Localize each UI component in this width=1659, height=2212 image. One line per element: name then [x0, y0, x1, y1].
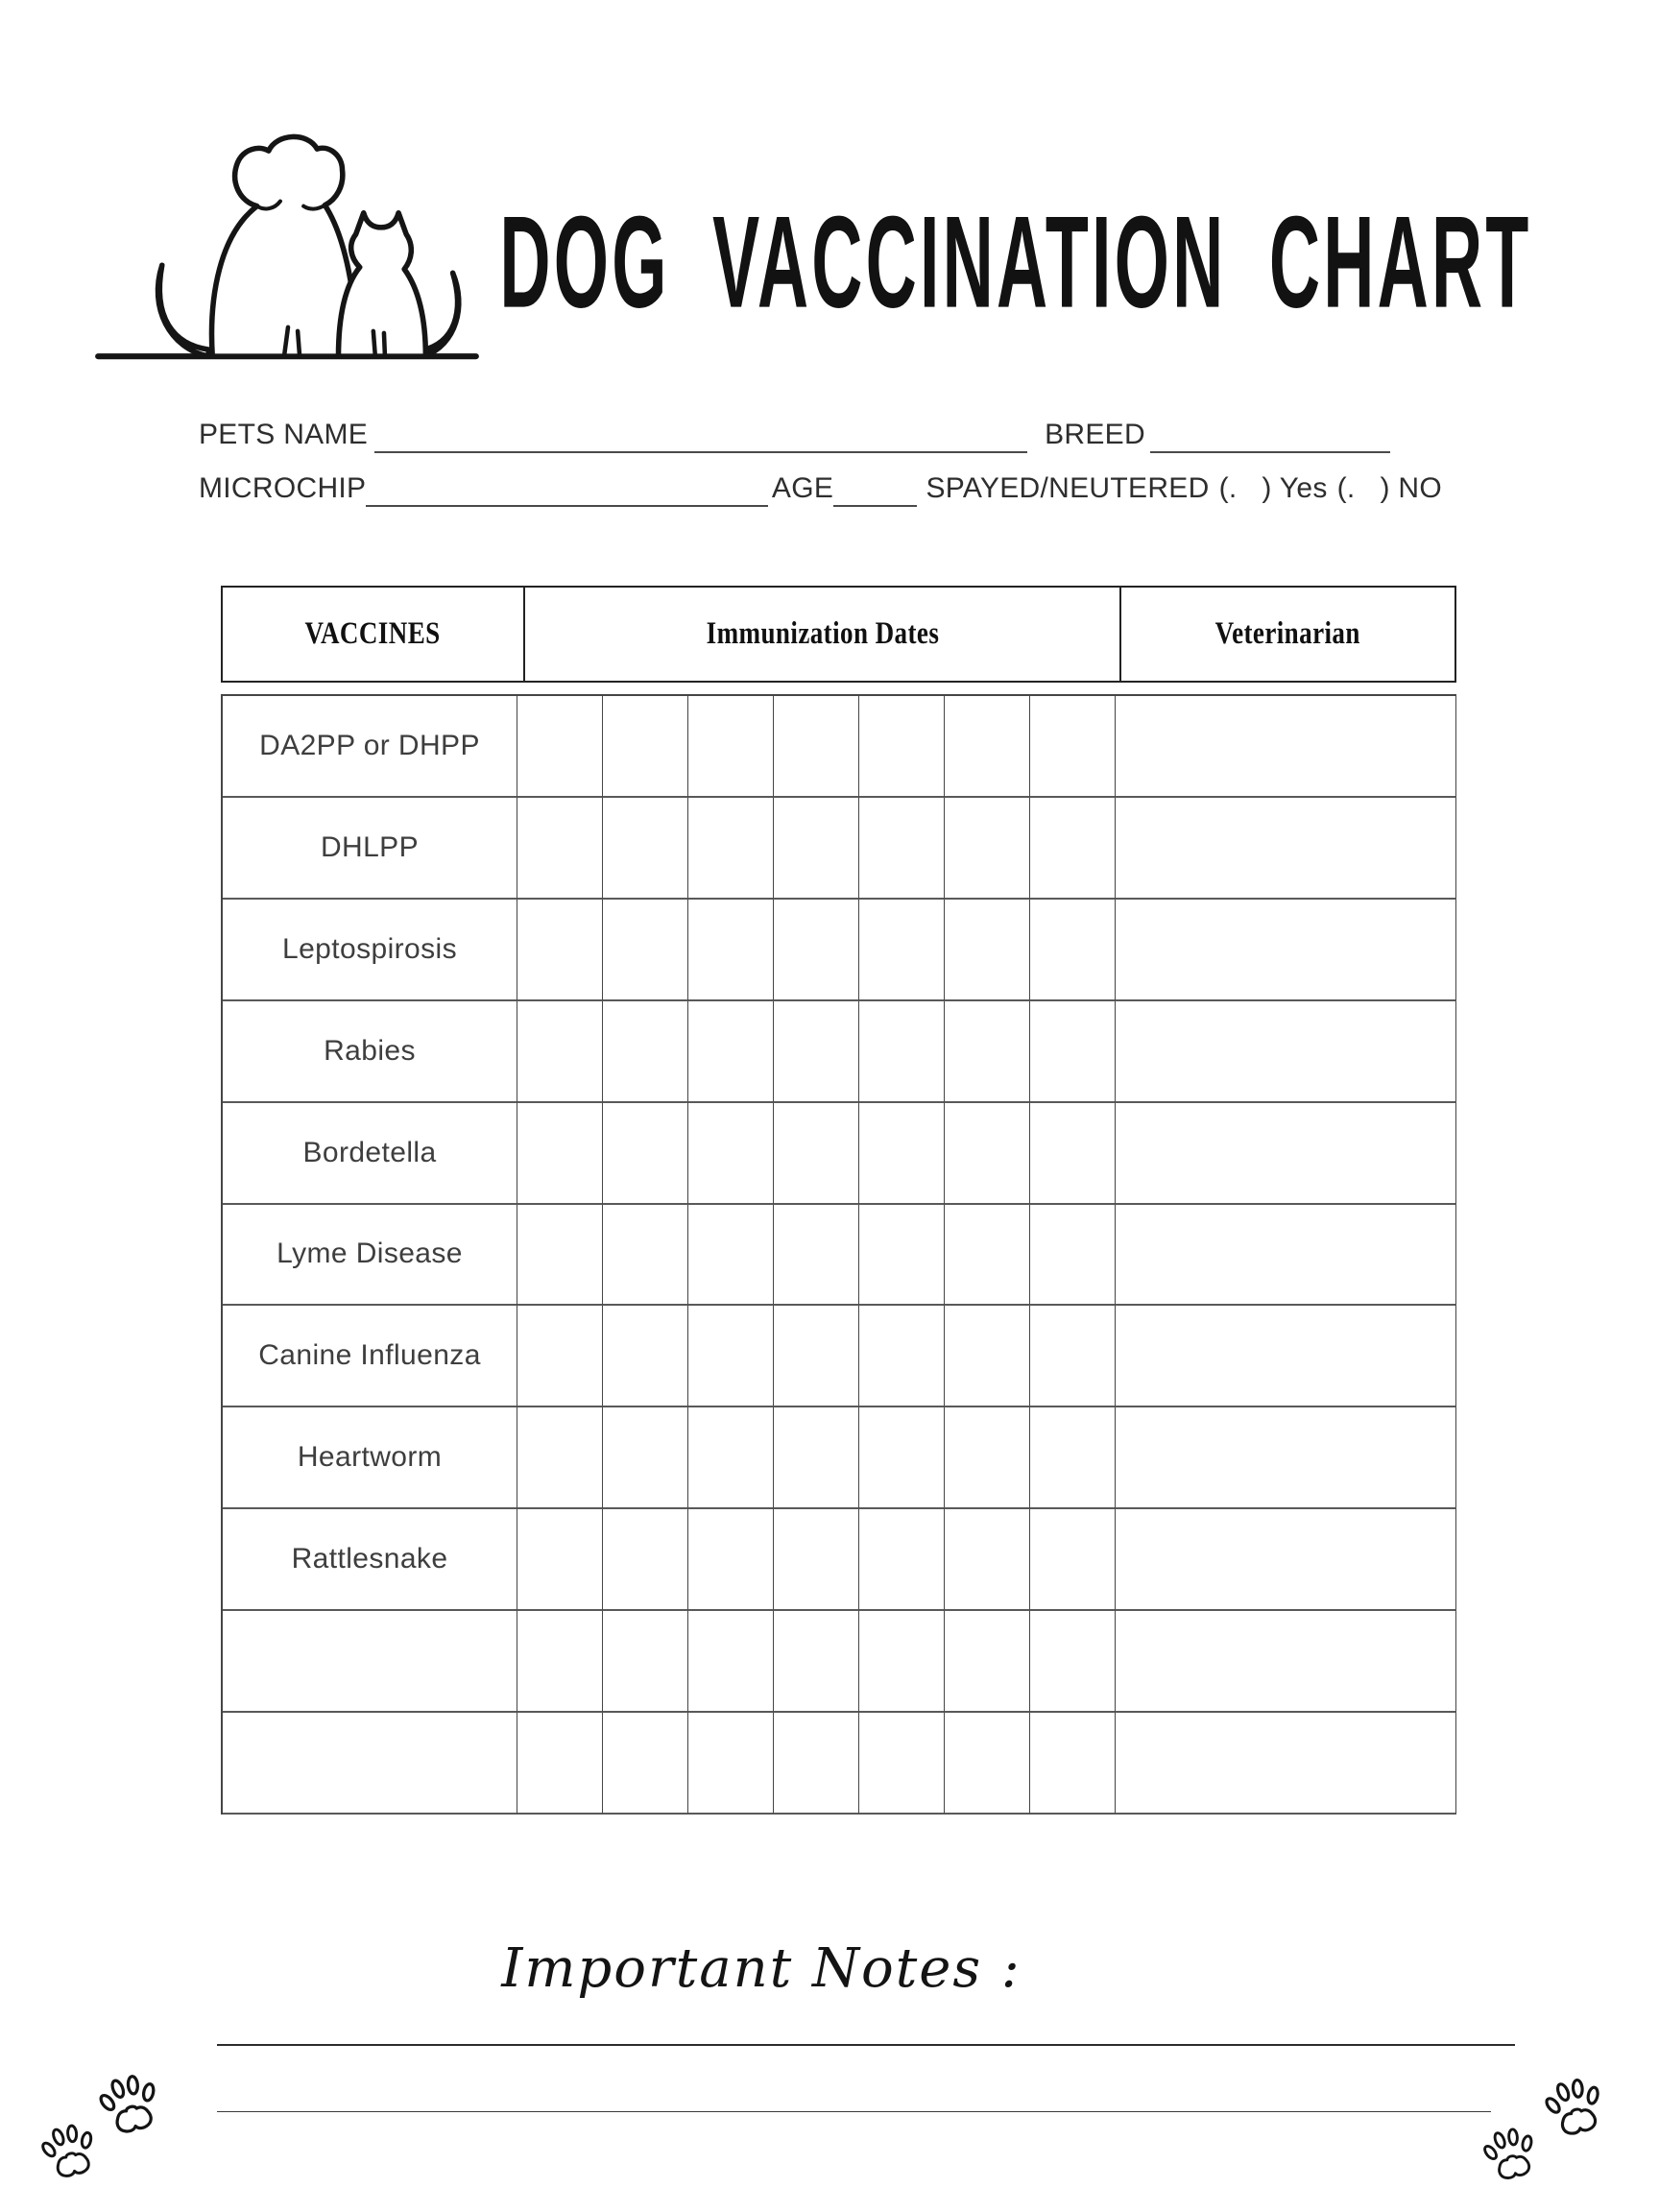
immunization-date-cell: [603, 1001, 688, 1103]
pets-name-blank: [374, 421, 1027, 453]
immunization-date-cell: [688, 1611, 774, 1713]
veterinarian-cell: [1116, 900, 1456, 1001]
vaccine-name-cell: Rabies: [223, 1001, 517, 1103]
pet-info-row-2: [199, 472, 1442, 507]
immunization-date-cell: [603, 1205, 688, 1307]
immunization-date-cell: [774, 1103, 859, 1205]
vaccine-name-cell: DHLPP: [223, 798, 517, 900]
veterinarian-cell: [1116, 798, 1456, 900]
important-notes-heading: Important Notes :: [501, 1937, 1022, 2000]
immunization-date-cell: [859, 1713, 945, 1815]
immunization-date-cell: [688, 900, 774, 1001]
immunization-date-cell: [774, 1509, 859, 1611]
microchip-label: MICROCHIP: [199, 472, 367, 504]
immunization-date-cell: [517, 1205, 603, 1307]
veterinarian-cell: [1116, 1205, 1456, 1307]
immunization-date-cell: [603, 798, 688, 900]
immunization-date-cell: [945, 696, 1030, 798]
immunization-date-cell: [945, 1103, 1030, 1205]
immunization-date-cell: [688, 1509, 774, 1611]
veterinarian-column-header: Veterinarian: [1214, 616, 1361, 651]
immunization-date-cell: [1030, 1103, 1116, 1205]
immunization-date-cell: [1030, 696, 1116, 798]
immunization-date-cell: [688, 798, 774, 900]
immunization-date-cell: [945, 1001, 1030, 1103]
immunization-date-cell: [774, 798, 859, 900]
immunization-date-cell: [1030, 1205, 1116, 1307]
immunization-date-cell: [1030, 1407, 1116, 1509]
immunization-date-cell: [688, 1205, 774, 1307]
immunization-date-cell: [603, 900, 688, 1001]
vaccine-name-cell: Leptospirosis: [223, 900, 517, 1001]
immunization-date-cell: [688, 1001, 774, 1103]
immunization-date-cell: [945, 1509, 1030, 1611]
vaccine-table-body: [221, 694, 1456, 1815]
immunization-date-cell: [517, 1103, 603, 1205]
immunization-date-cell: [1030, 1611, 1116, 1713]
paw-print-icon: [32, 2111, 107, 2188]
vaccine-name-cell: Canine Influenza: [223, 1306, 517, 1407]
immunization-date-cell: [774, 1407, 859, 1509]
immunization-date-cell: [774, 1205, 859, 1307]
breed-blank: [1150, 421, 1390, 453]
age-blank: [833, 474, 917, 507]
vaccine-name-cell: Bordetella: [223, 1103, 517, 1205]
paw-print-icon: [1474, 2115, 1547, 2189]
age-label: AGE: [771, 472, 834, 504]
vaccine-name-cell: DA2PP or DHPP: [223, 696, 517, 798]
breed-label: BREED: [1045, 419, 1145, 450]
page-title: DOG VACCINATION CHART: [499, 189, 1532, 335]
immunization-date-cell: [774, 1713, 859, 1815]
veterinarian-cell: [1116, 1407, 1456, 1509]
immunization-date-cell: [1030, 1306, 1116, 1407]
notes-blank-line-2: [217, 2111, 1491, 2112]
immunization-date-cell: [859, 1103, 945, 1205]
notes-blank-line-1: [217, 2044, 1515, 2046]
immunization-date-cell: [859, 1509, 945, 1611]
immunization-date-cell: [603, 1103, 688, 1205]
immunization-date-cell: [945, 1407, 1030, 1509]
immunization-date-cell: [859, 1407, 945, 1509]
immunization-date-cell: [859, 696, 945, 798]
immunization-date-cell: [517, 900, 603, 1001]
immunization-date-cell: [517, 1509, 603, 1611]
immunization-date-cell: [1030, 1509, 1116, 1611]
immunization-date-cell: [517, 1713, 603, 1815]
immunization-date-cell: [688, 696, 774, 798]
immunization-date-cell: [603, 696, 688, 798]
dog-cat-logo-icon: [84, 111, 492, 365]
vaccine-name-cell: [223, 1713, 517, 1815]
immunization-date-cell: [859, 1205, 945, 1307]
veterinarian-cell: [1116, 1001, 1456, 1103]
vaccine-name-cell: Lyme Disease: [223, 1205, 517, 1307]
veterinarian-cell: [1116, 1509, 1456, 1611]
immunization-date-cell: [603, 1611, 688, 1713]
pet-info-row-1: [199, 419, 1390, 453]
vaccine-name-cell: Rattlesnake: [223, 1509, 517, 1611]
immunization-date-cell: [774, 1611, 859, 1713]
microchip-blank: [366, 474, 768, 507]
immunization-date-cell: [945, 1713, 1030, 1815]
immunization-date-cell: [945, 900, 1030, 1001]
immunization-date-cell: [859, 900, 945, 1001]
immunization-date-cell: [774, 696, 859, 798]
immunization-date-cell: [1030, 1001, 1116, 1103]
veterinarian-cell: [1116, 1713, 1456, 1815]
immunization-date-cell: [603, 1407, 688, 1509]
immunization-date-cell: [688, 1103, 774, 1205]
title-box: [476, 180, 1555, 346]
immunization-date-cell: [859, 1001, 945, 1103]
vaccine-name-cell: Heartworm: [223, 1407, 517, 1509]
vaccine-name-cell: [223, 1611, 517, 1713]
immunization-date-cell: [603, 1306, 688, 1407]
veterinarian-cell: [1116, 696, 1456, 798]
paw-print-icon: [1535, 2065, 1615, 2146]
immunization-date-cell: [774, 1001, 859, 1103]
immunization-date-cell: [517, 1407, 603, 1509]
immunization-date-cell: [517, 798, 603, 900]
immunization-date-cell: [945, 1611, 1030, 1713]
immunization-date-cell: [603, 1509, 688, 1611]
immunization-date-cell: [688, 1713, 774, 1815]
spayed-no-option: (. ) NO: [1336, 472, 1442, 504]
immunization-date-cell: [859, 1306, 945, 1407]
immunization-date-cell: [603, 1713, 688, 1815]
immunization-date-cell: [517, 1306, 603, 1407]
spayed-neutered-label: SPAYED/NEUTERED: [926, 472, 1210, 504]
immunization-date-cell: [859, 798, 945, 900]
immunization-date-cell: [945, 1205, 1030, 1307]
veterinarian-cell: [1116, 1306, 1456, 1407]
veterinarian-cell: [1116, 1103, 1456, 1205]
pets-name-label: PETS NAME: [199, 419, 369, 450]
immunization-dates-column-header: Immunization Dates: [525, 588, 1121, 681]
immunization-date-cell: [774, 1306, 859, 1407]
immunization-date-cell: [688, 1407, 774, 1509]
immunization-date-cell: [1030, 798, 1116, 900]
spayed-yes-option: (. ) Yes: [1218, 472, 1328, 504]
vaccine-table-header: [221, 586, 1456, 683]
veterinarian-cell: [1116, 1611, 1456, 1713]
immunization-date-cell: [945, 798, 1030, 900]
immunization-date-cell: [517, 696, 603, 798]
immunization-date-cell: [945, 1306, 1030, 1407]
immunization-date-cell: [1030, 900, 1116, 1001]
immunization-date-cell: [517, 1001, 603, 1103]
immunization-date-cell: [859, 1611, 945, 1713]
immunization-date-cell: [774, 900, 859, 1001]
paw-print-icon: [88, 2061, 170, 2145]
vaccines-column-header: VACCINES: [223, 588, 525, 681]
immunization-date-cell: [688, 1306, 774, 1407]
immunization-date-cell: [1030, 1713, 1116, 1815]
immunization-date-cell: [517, 1611, 603, 1713]
